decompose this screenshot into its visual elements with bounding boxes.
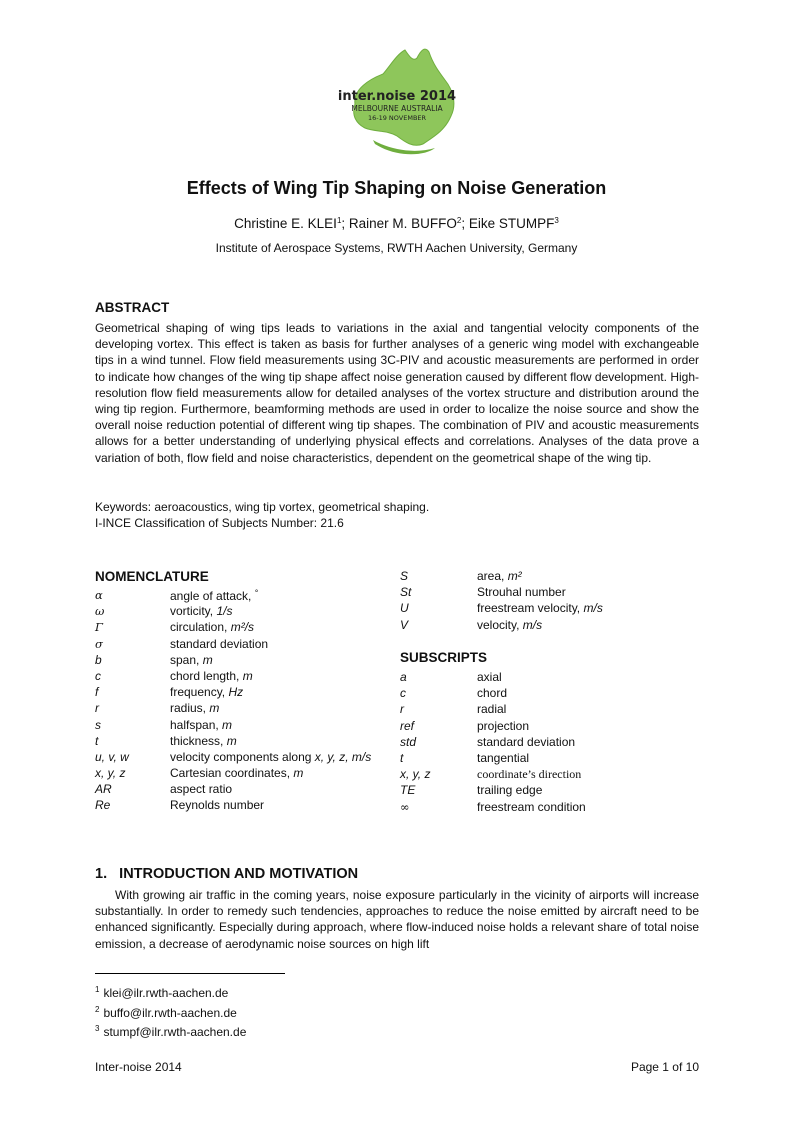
footnote-item: $^3$ stumpf@ilr.rwth-aachen.de	[95, 1024, 247, 1039]
nomenclature-symbol: α	[95, 588, 103, 602]
nomenclature-symbol: f	[95, 685, 99, 700]
subscript-symbol: TE	[400, 783, 416, 798]
nomenclature-symbol: V	[400, 617, 409, 632]
author-separator: ;	[461, 216, 469, 231]
subscript-definition: freestream condition	[477, 799, 586, 814]
nomenclature-symbol: σ	[95, 636, 103, 651]
nomenclature-definition: frequency, Hz	[170, 685, 244, 700]
affiliation: Institute of Aerospace Systems, RWTH Aachen University, Germany	[215, 241, 578, 255]
subscript-definition: projection	[477, 718, 530, 733]
nomenclature-symbol: b	[95, 652, 102, 667]
nomenclature-definition: span, m	[170, 652, 213, 667]
author-affiliation-mark: 3	[554, 216, 559, 225]
subscript-symbol: ∞	[400, 799, 410, 814]
author-affiliation-mark: 1	[336, 216, 342, 225]
footer-conference: Inter-noise 2014	[95, 1060, 182, 1074]
nomenclature-heading: NOMENCLATURE	[95, 569, 209, 584]
author-separator: ;	[341, 216, 349, 231]
introduction-text: With growing air traffic in the coming years, noise exposure particularly in the vicinity of airports will increase substantially. In order to remedy such tendencies, approaches to reduce the noise emitted by aircraft need to be enhanced significantly. Especially during approach, where flow-induced noise holds a relevant share of total noise emission, a decrease of aerodynamic noise sources on high lift	[95, 888, 699, 951]
subscript-definition: coordinate’s direction	[477, 767, 582, 782]
nomenclature-definition: angle of attack, °	[170, 588, 259, 603]
logo-dates: 16-19 NOVEMBER	[367, 114, 427, 122]
footnotes	[95, 982, 246, 1041]
section-heading-introduction: 1. INTRODUCTION AND MOTIVATION	[95, 866, 359, 882]
subscript-symbol: ref	[400, 718, 415, 733]
subscript-symbol: a	[400, 670, 407, 684]
nomenclature-symbol: x, y, z	[95, 766, 126, 781]
classification-line: I-INCE Classification of Subjects Number: 21.6	[95, 516, 344, 530]
footnote-email-link[interactable]: stumpf@ilr.rwth-aachen.de	[103, 1025, 247, 1039]
nomenclature-symbol: U	[400, 601, 409, 616]
nomenclature-definition: standard deviation	[170, 636, 269, 651]
nomenclature-definition: freestream velocity, m/s	[477, 601, 603, 616]
author-name: Rainer M. BUFFO	[348, 216, 457, 231]
nomenclature-symbol: u, v, w	[95, 749, 129, 764]
subscript-definition: chord	[477, 686, 508, 701]
nomenclature-definition: velocity, m/s	[477, 617, 543, 632]
nomenclature-definition: radius, m	[170, 701, 220, 716]
nomenclature-symbol: Γ	[95, 620, 103, 635]
subscript-definition: trailing edge	[477, 783, 543, 798]
nomenclature-definition: halfspan, m	[170, 717, 233, 732]
nomenclature-symbol: St	[400, 585, 412, 600]
abstract-text: Geometrical shaping of wing tips leads to variations in the axial and tangential velocity components of the developing vortex. This effect is taken as basis for further analyses of a generic wing model with exchangeable tips in a wind tunnel. Flow field measurements using 3C-PIV and acoustic measurements are performed in order to indicate how changes of the wing tip shape affect noise generation caused by different flow development. High-resolution flow field measurements allow for detailed analyses of the vortex structure and distribution around the wing tip region. Furthermore, beamforming methods are used in order to localize the noise source and show the overall noise reduction potential of different wing tip shapes. The combination of PIV and acoustic measurements allows for a better understanding of underlying physical effects and correlations. Analyses of the data prove a variation of both, flow field and noise characteristics, dependent on the geometrical shape of the wing tip.	[95, 321, 699, 465]
abstract-heading: ABSTRACT	[95, 300, 170, 315]
nomenclature-symbol: S	[400, 569, 409, 583]
footnote-email-link[interactable]: buffo@ilr.rwth-aachen.de	[103, 1005, 237, 1020]
author-name: Christine E. KLEI	[234, 216, 337, 231]
footnote-divider	[95, 973, 285, 974]
logo-title: inter.noise 2014	[337, 89, 457, 104]
nomenclature-symbol: t	[95, 733, 99, 748]
subscript-definition: radial	[477, 702, 507, 717]
conference-logo	[335, 44, 459, 164]
paper-title: Effects of Wing Tip Shaping on Noise Generation	[186, 178, 607, 198]
nomenclature-symbol: r	[95, 701, 99, 716]
footer-page-number: Page 1 of 10	[630, 1060, 699, 1074]
nomenclature-definition: Reynolds number	[170, 798, 265, 813]
nomenclature-symbol: Re	[95, 798, 111, 813]
nomenclature-symbol: ω	[95, 604, 105, 619]
footnote-item: $^2$ buffo@ilr.rwth-aachen.de	[95, 1004, 237, 1020]
author-affiliation-mark: 2	[456, 216, 462, 225]
nomenclature-definition: circulation, m²/s	[170, 620, 255, 635]
subscripts-heading: SUBSCRIPTS	[400, 650, 488, 665]
nomenclature-definition: thickness, m	[170, 733, 237, 748]
subscript-symbol: c	[400, 686, 406, 701]
author-name: Eike STUMPF	[468, 216, 555, 231]
subscript-definition: tangential	[477, 750, 530, 765]
keywords-line: Keywords: aeroacoustics, wing tip vortex, geometrical shaping.	[95, 500, 430, 514]
nomenclature-definition: Cartesian coordinates, m	[170, 766, 304, 781]
logo-location: MELBOURNE AUSTRALIA	[351, 104, 443, 113]
subscript-symbol: t	[400, 750, 404, 765]
nomenclature-definition: aspect ratio	[170, 782, 233, 797]
subscript-symbol: x, y, z	[400, 767, 431, 782]
author-list	[0, 216, 793, 231]
nomenclature-symbol: c	[95, 668, 101, 683]
keywords-block	[95, 499, 429, 531]
nomenclature-symbol: s	[95, 717, 101, 732]
footnote-item: $^1$ klei@ilr.rwth-aachen.de	[95, 985, 229, 1000]
nomenclature-definition: vorticity, 1/s	[170, 604, 233, 619]
subscript-symbol: r	[400, 702, 404, 717]
nomenclature-definition: Strouhal number	[477, 585, 566, 600]
nomenclature-definition: velocity components along x, y, z, m/s	[170, 749, 372, 764]
subscript-definition: standard deviation	[477, 734, 576, 749]
nomenclature-definition: area, m²	[477, 569, 522, 583]
subscript-symbol: std	[400, 734, 417, 749]
nomenclature-symbol: AR	[95, 782, 112, 797]
subscript-definition: axial	[477, 670, 502, 684]
footnote-email-link[interactable]: klei@ilr.rwth-aachen.de	[103, 986, 229, 1000]
nomenclature-definition: chord length, m	[170, 668, 253, 683]
